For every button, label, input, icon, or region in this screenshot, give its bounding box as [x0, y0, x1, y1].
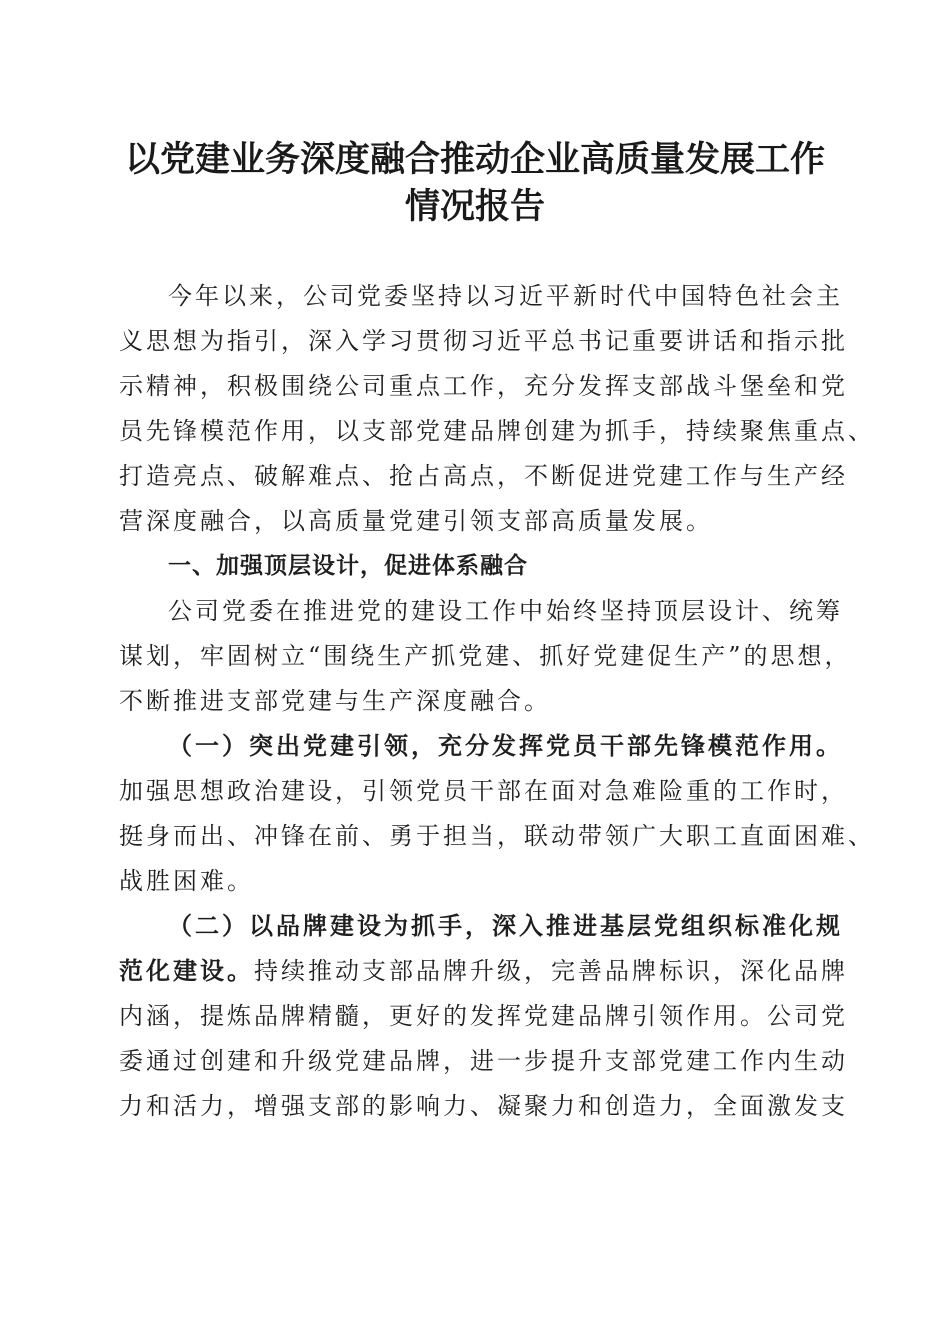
- paragraph-line: 公司党委在推进党的建设工作中始终坚持顶层设计、统筹: [168, 597, 843, 625]
- paragraph-line: 义思想为指引，深入学习贯彻习近平总书记重要讲话和指示批: [119, 327, 848, 355]
- document-title-line-1: 以党建业务深度融合推动企业高质量发展工作: [124, 139, 825, 180]
- section-heading: 一、加强顶层设计，促进体系融合: [168, 553, 528, 579]
- subsection-heading: （二）以品牌建设为抓手，深入推进基层党组织标准化规: [168, 911, 843, 940]
- paragraph-line: 战胜困难。: [119, 867, 254, 895]
- paragraph-line: 营深度融合，以高质量党建引领支部高质量发展。: [119, 507, 713, 535]
- paragraph-line: 加强思想政治建设，引领党员干部在面对急难险重的工作时，: [119, 777, 848, 805]
- paragraph-line: 内涵，提炼品牌精髓，更好的发挥党建品牌引领作用。公司党: [119, 1002, 848, 1030]
- paragraph-line: 示精神，积极围绕公司重点工作，充分发挥支部战斗堡垒和党: [119, 372, 848, 400]
- paragraph-line: [119, 956, 848, 986]
- paragraph-line: 员先锋模范作用，以支部党建品牌创建为抓手，持续聚焦重点、: [119, 417, 875, 445]
- paragraph-line: 谋划，牢固树立“围绕生产抓党建、抓好党建促生产”的思想，: [119, 642, 852, 670]
- paragraph-line: 力和活力，增强支部的影响力、凝聚力和创造力，全面激发支: [119, 1092, 848, 1120]
- document-title-line-2: 情况报告: [404, 186, 545, 227]
- paragraph-text: 持续推动支部品牌升级，完善品牌标识，深化品牌: [254, 957, 848, 985]
- subsection-heading: （一）突出党建引领，充分发挥党员干部先锋模范作用。: [168, 731, 843, 760]
- paragraph-line: 委通过创建和升级党建品牌，进一步提升支部党建工作内生动: [119, 1047, 848, 1075]
- paragraph-line: 不断推进支部党建与生产深度融合。: [119, 687, 551, 715]
- paragraph-line: 打造亮点、破解难点、抢占高点，不断促进党建工作与生产经: [119, 462, 848, 490]
- paragraph-line: 挺身而出、冲锋在前、勇于担当，联动带领广大职工直面困难、: [119, 822, 875, 850]
- subsection-heading-tail: 范化建设。: [119, 956, 254, 985]
- paragraph-line: 今年以来，公司党委坚持以习近平新时代中国特色社会主: [168, 282, 843, 310]
